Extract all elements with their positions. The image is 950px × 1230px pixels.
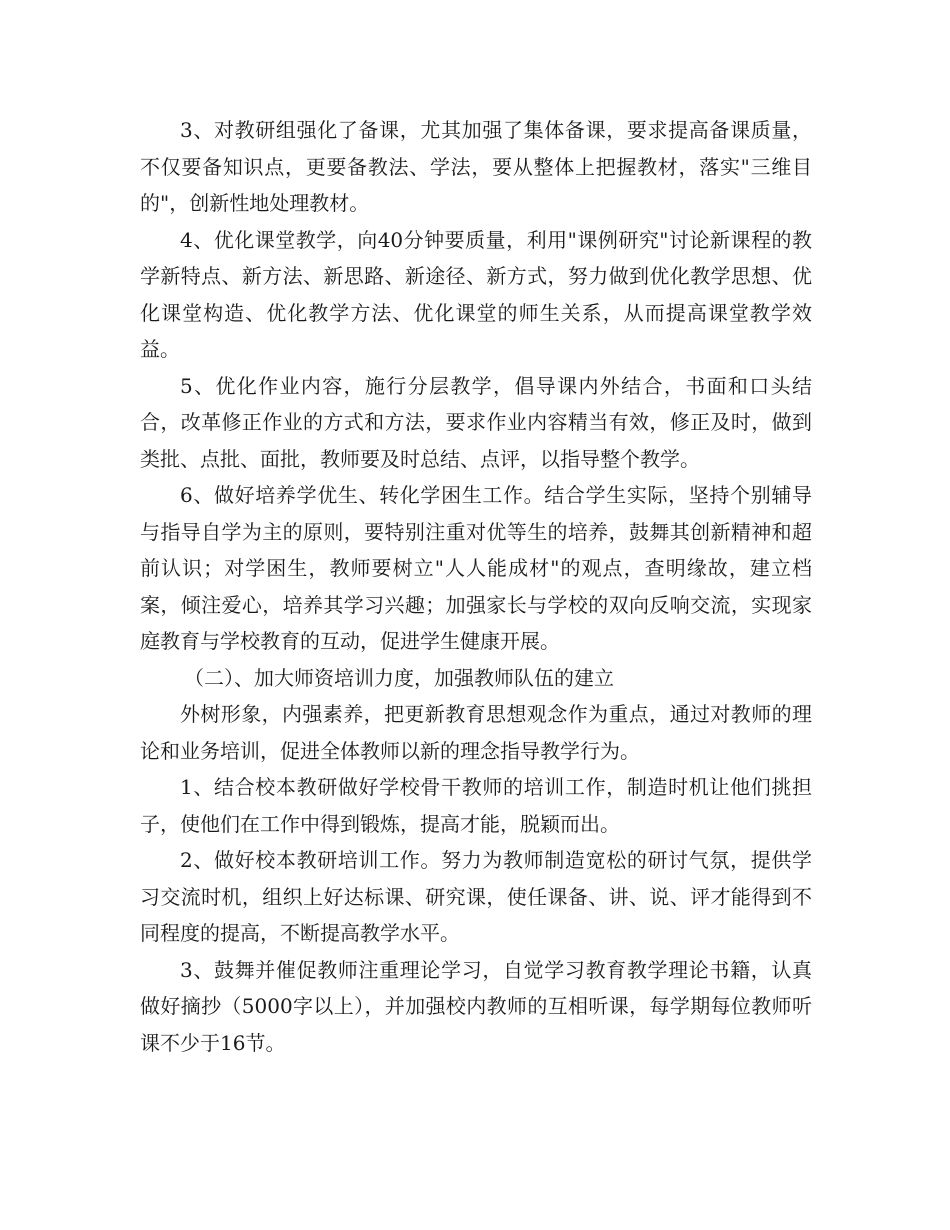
section-heading: （二）、加大师资培训力度，加强教师队伍的建立 — [184, 665, 614, 690]
paragraph-classroom-teaching: 4、优化课堂教学，向40分钟要质量，利用"课例研究"讨论新课程的教学新特点、新方法、新思路、新途径、新方式，努力做到优化教学思想、优化课堂构造、优化教学方法、优化课堂的师生关系，从而提高课堂教学效益。 — [140, 227, 812, 361]
paragraph-theory-study: 3、鼓舞并催促教师注重理论学习，自觉学习教育教学理论书籍，认真做好摘抄（5000字以上），并加强校内教师的互相听课，每学期每位教师听课不少于16节。 — [140, 957, 812, 1055]
paragraph-teacher-image: 外树形象，内强素养，把更新教育思想观念作为重点，通过对教师的理论和业务培训，促进全体教师以新的理念指导教学行为。 — [140, 702, 812, 763]
paragraph-homework: 5、优化作业内容，施行分层教学，倡导课内外结合，书面和口头结合，改革修正作业的方式和方法，要求作业内容精当有效，修正及时，做到类批、点批、面批，教师要及时总结、点评，以指导整个教学。 — [140, 373, 812, 471]
paragraph-school-training: 2、做好校本教研培训工作。努力为教师制造宽松的研讨气氛，提供学习交流时机，组织上好达标课、研究课，使任课备、讲、说、评才能得到不同程度的提高，不断提高教学水平。 — [140, 848, 812, 945]
document-body — [140, 112, 812, 1061]
paragraph-lesson-preparation: 3、对教研组强化了备课，尤其加强了集体备课，要求提高备课质量，不仅要备知识点，更要备教法、学法，要从整体上把握教材，落实"三维目的"，创新性地处理教材。 — [140, 118, 812, 215]
paragraph-backbone-training: 1、结合校本教研做好学校骨干教师的培训工作，制造时机让他们挑担子，使他们在工作中得到锻炼，提高才能，脱颖而出。 — [140, 775, 812, 836]
paragraph-student-support: 6、做好培养学优生、转化学困生工作。结合学生实际，坚持个别辅导与指导自学为主的原则，要特别注重对优等生的培养，鼓舞其创新精神和超前认识；对学困生，教师要树立"人人能成材"的观点，查明缘故，建立档案，倾注爱心，培养其学习兴趣；加强家长与学校的双向反响交流，实现家庭教育与学校教育的互动，促进学生健康开展。 — [140, 483, 812, 653]
